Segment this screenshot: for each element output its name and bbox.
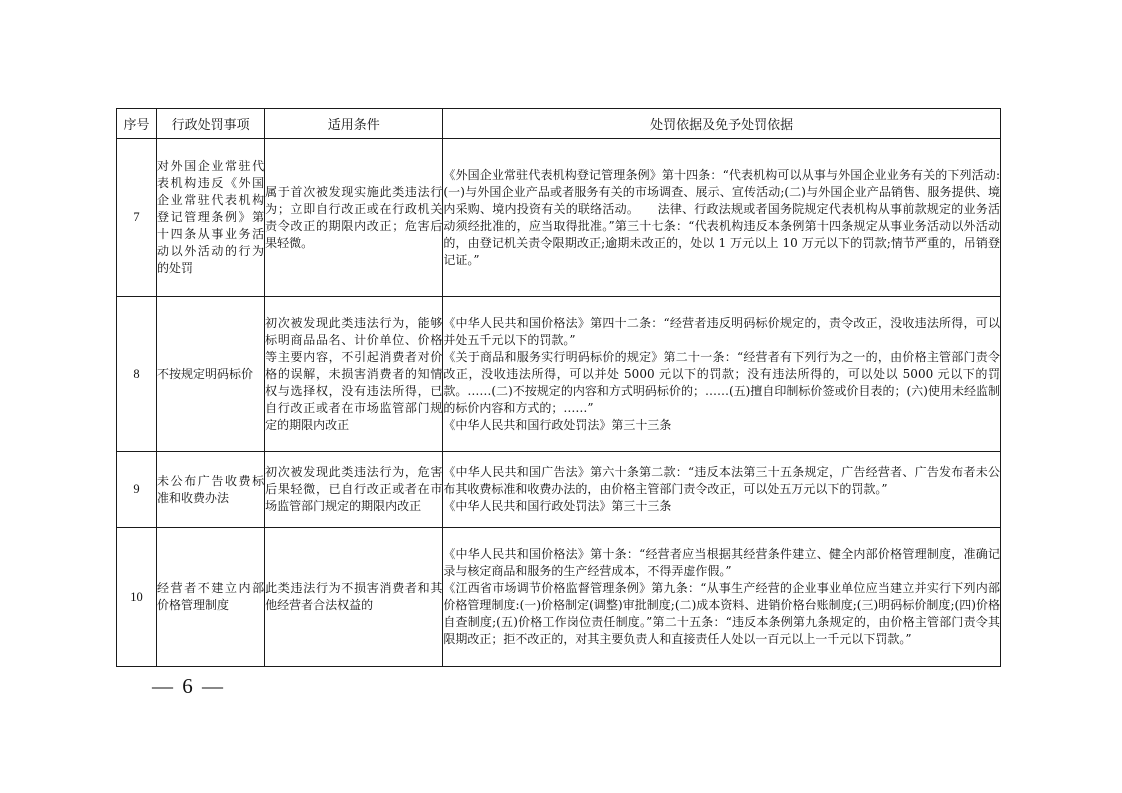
header-condition: 适用条件 [265, 109, 443, 139]
basis-paragraph: 《江西省市场调节价格监督管理条例》第九条：“从事生产经营的企业事业单位应当建立并实行下列内部价格管理制度:(一)价格制定(调整)审批制度;(二)成本资料、进销价格台账制度;(三)明码标价制度;(四)价格自查制度;(五)价格工作岗位责任制度。”第二十五条：“违反本条例第九条规定的，由价格主管部门责令其限期改正；拒不改正的，对其主要负责人和直接责任人处以一百元以上一千元以下罚款。” [443, 581, 1000, 646]
penalty-item: 不按规定明码标价 [157, 297, 265, 452]
row-number: 9 [117, 452, 157, 528]
header-item: 行政处罚事项 [157, 109, 265, 139]
table-row [117, 139, 1001, 297]
penalty-table [116, 108, 1001, 667]
table-row [117, 297, 1001, 452]
basis-paragraph: 《中华人民共和国价格法》第十条：“经营者应当根据其经营条件建立、健全内部价格管理制度，准确记录与核定商品和服务的生产经营成本，不得弄虚作假。” [443, 547, 1000, 578]
table-row [117, 452, 1001, 528]
header-basis: 处罚依据及免予处罚依据 [443, 109, 1001, 139]
row-number: 10 [117, 528, 157, 667]
basis-paragraph: 《中华人民共和国行政处罚法》第三十三条 [443, 499, 672, 513]
penalty-basis [443, 452, 1001, 528]
basis-paragraph: 《中华人民共和国广告法》第六十条第二款：“违反本法第三十五条规定，广告经营者、广告发布者未公布其收费标准和收费办法的，由价格主管部门责令改正，可以处五万元以下的罚款。” [443, 465, 1000, 496]
basis-paragraph: 《中华人民共和国行政处罚法》第三十三条 [443, 417, 672, 432]
applicable-condition: 此类违法行为不损害消费者和其他经营者合法权益的 [265, 528, 443, 667]
basis-paragraph: 《关于商品和服务实行明码标价的规定》第二十一条：“经营者有下列行为之一的，由价格主管部门责令改正，没收违法所得，可以并处 5000 元以下的罚款；没有违法所得的，可以处以 5000 元以下的罚款。……(二)不按规定的内容和方式明码标价的；……(五)擅自印制标价签或价目表的；(六)使用未经监制的标价内容和方式的；……” [443, 349, 1000, 415]
row-number: 8 [117, 297, 157, 452]
penalty-basis [443, 528, 1001, 667]
basis-paragraph: 《中华人民共和国价格法》第四十二条：“经营者违反明码标价规定的，责令改正，没收违法所得，可以并处五千元以下的罚款。” [443, 315, 1000, 347]
table-header-row [117, 109, 1001, 139]
table-row [117, 528, 1001, 667]
penalty-item: 对外国企业常驻代表机构违反《外国企业常驻代表机构登记管理条例》第十四条从事业务活动以外活动的行为的处罚 [157, 139, 265, 297]
header-no: 序号 [117, 109, 157, 139]
applicable-condition: 初次被发现此类违法行为，危害后果轻微，已自行改正或者在市场监管部门规定的期限内改正 [265, 452, 443, 528]
basis-paragraph: 《外国企业常驻代表机构登记管理条例》第十四条：“代表机构可以从事与外国企业业务有关的下列活动:(一)与外国企业产品或者服务有关的市场调查、展示、宣传活动;(二)与外国企业产品销售、服务提供、境内采购、境内投资有关的联络活动。 法律、行政法规或者国务院规定代表机构从事前款规定的业务活动须经批准的，应当取得批准。”第三十七条：“代表机构违反本条例第十四条规定从事业务活动以外活动的，由登记机关责令限期改正;逾期未改正的，处以 1 万元以上 10 万元以下的罚款;情节严重的，吊销登记证。” [443, 167, 1000, 267]
applicable-condition: 属于首次被发现实施此类违法行为；立即自行改正或在行政机关责令改正的期限内改正；危害后果轻微。 [265, 139, 443, 297]
penalty-item: 经营者不建立内部价格管理制度 [157, 528, 265, 667]
penalty-basis [443, 139, 1001, 297]
page-number: — 6 — [152, 674, 225, 698]
penalty-item: 未公布广告收费标准和收费办法 [157, 452, 265, 528]
penalty-basis [443, 297, 1001, 452]
row-number: 7 [117, 139, 157, 297]
applicable-condition: 初次被发现此类违法行为，能够标明商品品名、计价单位、价格等主要内容，不引起消费者对价格的误解，未损害消费者的知情权与选择权，没有违法所得，已自行改正或者在市场监管部门规定的期限内改正 [265, 297, 443, 452]
